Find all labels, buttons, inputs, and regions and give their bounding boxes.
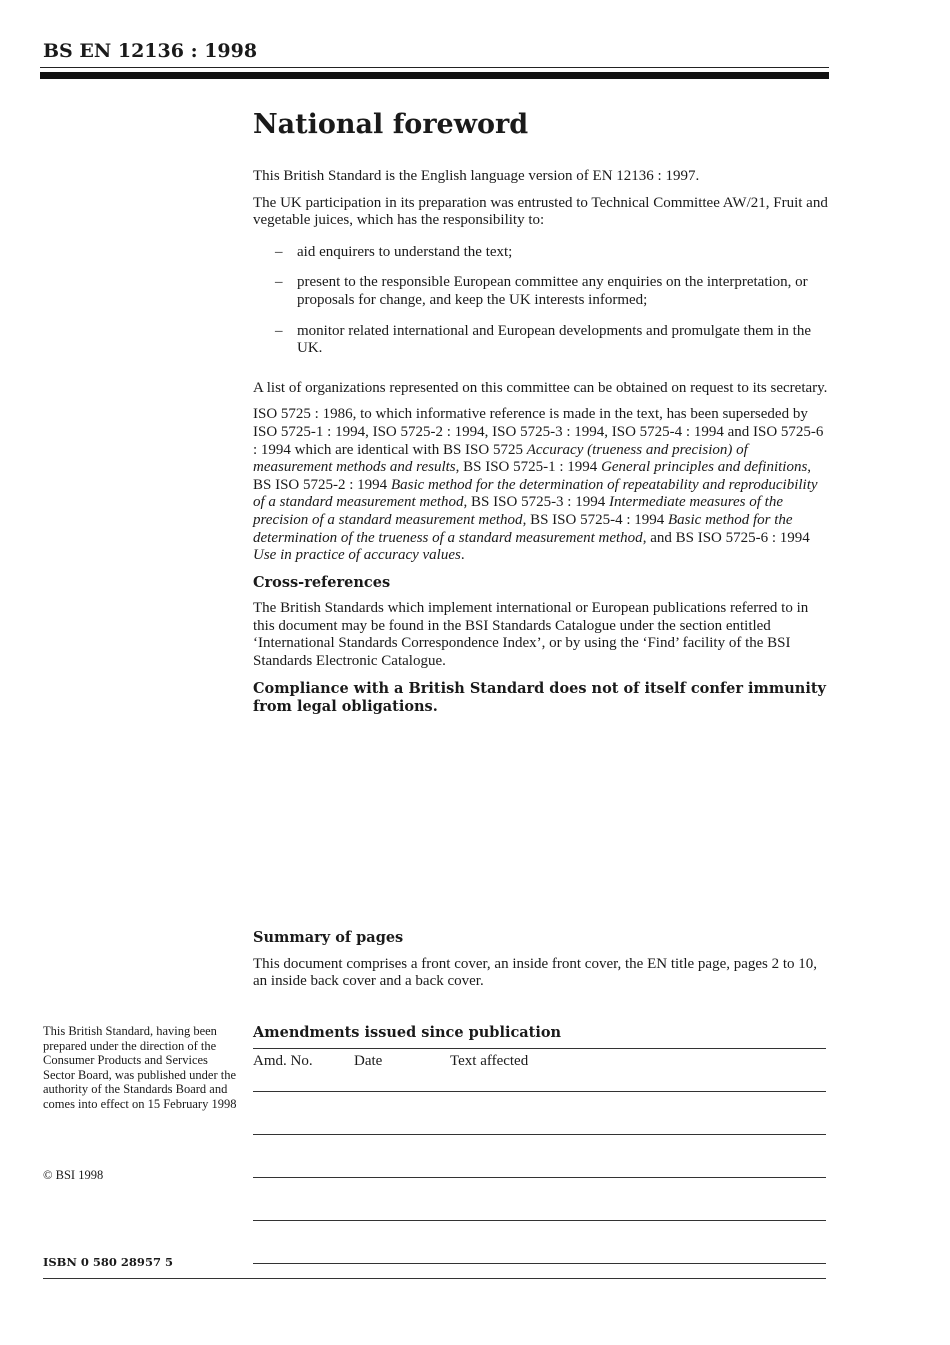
text-affected-column-header: Text affected xyxy=(450,1053,529,1069)
iso-text: , BS ISO 5725-2 : 1994 xyxy=(253,459,812,493)
list-item-text: aid enquirers to understand the text; xyxy=(297,243,513,260)
crossref-paragraph: The British Standards which implement international or European publications referred to in this document may be found in the BSI Standards Catalogue under the section entitled ‘International Standards Correspondence Index’, or by using the ‘Find’ facility of the BSI Standards Electronic Catalogue. xyxy=(253,600,809,670)
footer-rule xyxy=(43,1278,826,1279)
list-item-text: present to the responsible European committee any enquiries on the interpretation, or proposals for change, and keep the UK interests informed; xyxy=(297,274,808,308)
crossref-heading: Cross-references xyxy=(253,573,391,591)
standard-number: BS EN 12136 : 1998 xyxy=(43,40,258,62)
amendments-rule xyxy=(253,1048,826,1049)
organizations-paragraph: A list of organizations represented on this committee can be obtained on request to its secretary. xyxy=(253,379,828,396)
intro-paragraph: This British Standard is the English language version of EN 12136 : 1997. xyxy=(253,168,700,184)
amendment-row-line xyxy=(253,1134,826,1135)
list-item xyxy=(275,243,828,262)
list-dash: – xyxy=(275,274,283,291)
header-rule-thick xyxy=(40,72,829,79)
summary-heading: Summary of pages xyxy=(253,929,404,946)
iso-text: . xyxy=(460,547,465,564)
amendment-row-line xyxy=(253,1220,826,1221)
iso-title: Intermediate measures of the precision of a standard measurement method xyxy=(253,494,783,528)
committee-paragraph: The UK participation in its preparation was entrusted to Technical Committee AW/21, Fruit and vegetable juices, which has the responsibility to: xyxy=(253,194,828,229)
iso-title: Basic method for the determination of repeatability and reproducibility of a standard measurement method xyxy=(253,476,818,511)
iso-text: , BS ISO 5725-4 : 1994 xyxy=(522,511,668,528)
amendments-heading: Amendments issued since publication xyxy=(253,1024,562,1041)
iso-title: Use in practice of accuracy values xyxy=(253,547,461,564)
summary-text: This document comprises a front cover, an inside front cover, the EN title page, pages 2 to 10, an inside back cover and a back cover. xyxy=(253,955,818,990)
list-dash: – xyxy=(275,243,283,260)
iso-text: , and BS ISO 5725-6 : 1994 xyxy=(642,529,810,546)
iso-text: , BS ISO 5725-1 : 1994 xyxy=(455,459,602,476)
list-item xyxy=(275,322,828,358)
publication-note: This British Standard, having been prepared under the direction of the Consumer Products and Services Sector Board, was published under the authority of the Standards Board and comes into effect on 15 February 1998 xyxy=(43,1024,237,1111)
iso-text: , BS ISO 5725-3 : 1994 xyxy=(463,494,609,511)
copyright: © BSI 1998 xyxy=(43,1168,104,1182)
amd-no-column-header: Amd. No. xyxy=(253,1053,313,1069)
amendment-row-line xyxy=(253,1091,826,1092)
iso-text: ISO 5725 : 1986, to which informative reference is made in the text, has been superseded by ISO 5725-1 : 1994, ISO 5725-2 : 1994, ISO 5725-3 : 1994, ISO 5725-4 : 1994 and ISO 5725-6 : 1994 which are identical with BS ISO 5725 xyxy=(253,406,824,458)
iso-title: Basic method for the determination of the trueness of a standard measurement method xyxy=(253,511,793,546)
amendment-row-line xyxy=(253,1263,826,1264)
compliance-statement: Compliance with a British Standard does not of itself confer immunity from legal obligations. xyxy=(253,679,826,715)
iso-title: Accuracy (trueness and precision) of measurement methods and results xyxy=(253,441,748,476)
iso-title: General principles and definitions xyxy=(601,459,808,476)
isbn: ISBN 0 580 28957 5 xyxy=(43,1255,173,1269)
list-item-text: monitor related international and European developments and promulgate them in the UK. xyxy=(297,322,812,357)
amendment-row-line xyxy=(253,1177,826,1178)
summary-section xyxy=(253,929,828,991)
date-column-header: Date xyxy=(354,1053,383,1069)
iso-paragraph xyxy=(253,406,828,564)
list-item xyxy=(275,274,828,309)
main-content xyxy=(253,108,828,716)
responsibility-list xyxy=(253,244,828,358)
page-title: National foreword xyxy=(253,109,529,140)
header-rule-thin xyxy=(40,67,829,68)
list-dash: – xyxy=(275,322,283,339)
